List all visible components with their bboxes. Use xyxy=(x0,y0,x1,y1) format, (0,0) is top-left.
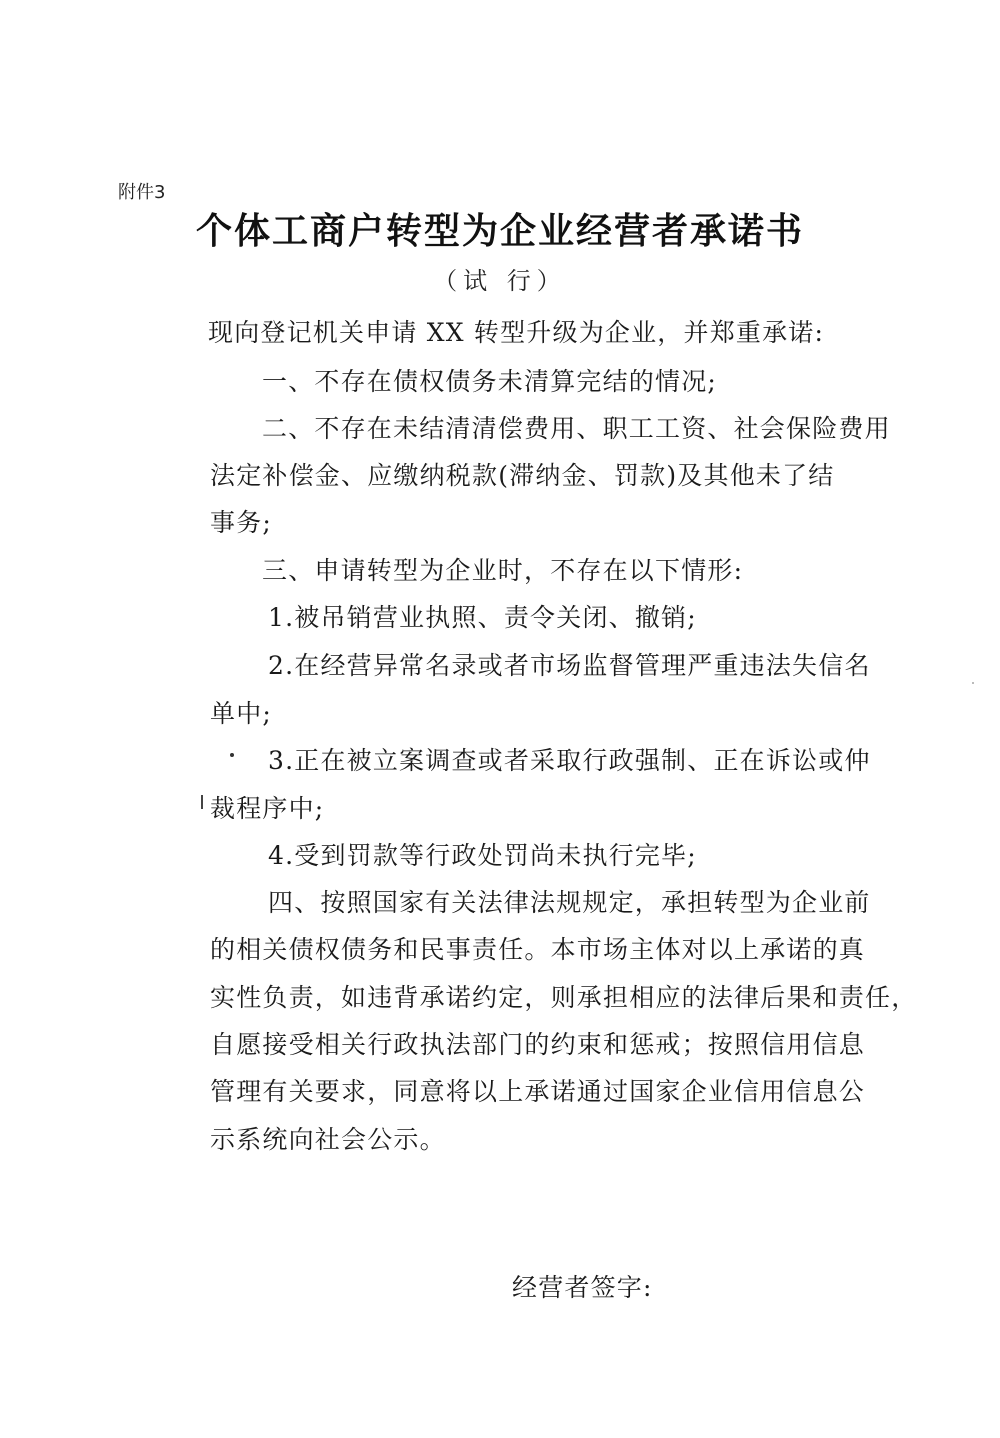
clause-2-line-3: 事务; xyxy=(210,508,273,537)
clause-3-line: 三、申请转型为企业时，不存在以下情形: xyxy=(262,556,744,585)
intro-line: 现向登记机关申请 XX 转型升级为企业，并郑重承诺: xyxy=(208,318,825,347)
signature-label: 经营者签字: xyxy=(512,1273,653,1302)
clause-4-line-1: 四、按照国家有关法律法规规定，承担转型为企业前 xyxy=(268,888,871,917)
clause-4-line-2: 的相关债权债务和民事责任。本市场主体对以上承诺的真 xyxy=(210,935,866,964)
sub-item-4-line: 4.受到罚款等行政处罚尚未执行完毕; xyxy=(268,841,697,870)
clause-2-line-2: 法定补偿金、应缴纳税款(滞纳金、罚款)及其他未了结 xyxy=(210,461,835,490)
clause-4-line-6: 示系统向社会公示。 xyxy=(210,1125,446,1154)
scan-artifact-dot xyxy=(230,753,234,757)
document-title: 个体工商户转型为企业经营者承诺书 xyxy=(195,211,804,252)
clause-2-line-1: 二、不存在未结清清偿费用、职工工资、社会保险费用 xyxy=(262,414,891,443)
clause-4-line-3: 实性负责，如违背承诺约定，则承担相应的法律后果和责任， xyxy=(210,983,918,1012)
scan-artifact-tick xyxy=(201,795,203,809)
sub-item-1-line: 1.被吊销营业执照、责令关闭、撤销; xyxy=(268,603,697,632)
sub-item-3-line-1: 3.正在被立案调查或者采取行政强制、正在诉讼或仲 xyxy=(268,746,871,775)
sub-item-2-line-1: 2.在经营异常名录或者市场监督管理严重违法失信名 xyxy=(268,651,871,680)
clause-4-line-5: 管理有关要求，同意将以上承诺通过国家企业信用信息公 xyxy=(210,1077,866,1106)
attachment-label: 附件3 xyxy=(118,182,166,203)
document-subtitle: （试 行） xyxy=(433,267,567,295)
clause-4-line-4: 自愿接受相关行政执法部门的约束和惩戒；按照信用信息 xyxy=(210,1030,866,1059)
scan-artifact-speck xyxy=(972,682,974,684)
sub-item-3-line-2: 裁程序中; xyxy=(210,794,325,823)
sub-item-2-line-2: 单中; xyxy=(210,699,273,728)
clause-1-line: 一、不存在债权债务未清算完结的情况; xyxy=(262,367,718,396)
